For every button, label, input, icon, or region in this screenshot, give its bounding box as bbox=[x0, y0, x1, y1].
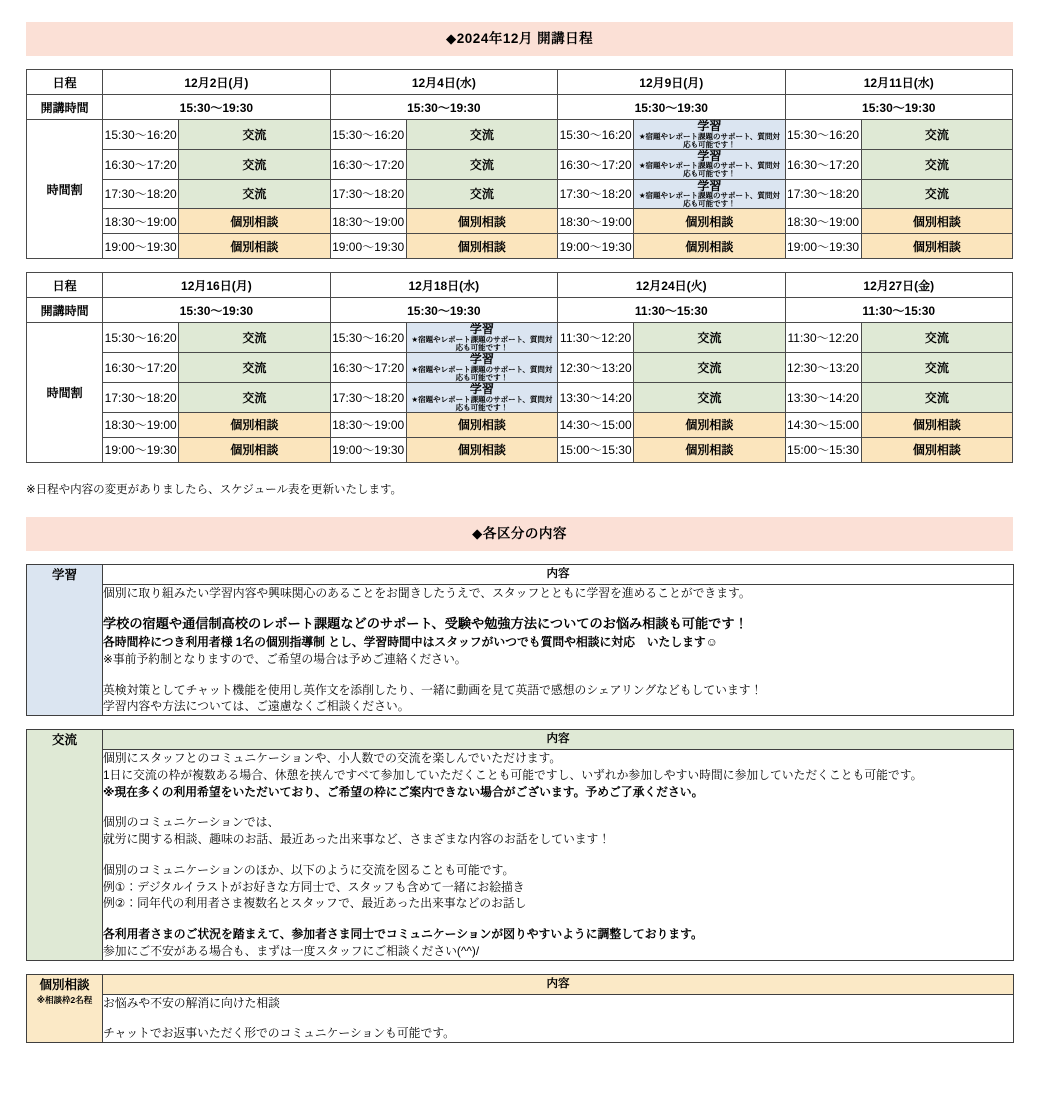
open-time-header-row bbox=[27, 298, 1013, 323]
slot-activity-cell: 個別相談 bbox=[179, 209, 330, 234]
day-open-time-cell: 15:30〜19:30 bbox=[330, 95, 557, 120]
slot-time-cell: 17:30〜18:20 bbox=[558, 179, 634, 209]
gakushu-subtext: ★宿題やレポート課題のサポート、質問対応も可能です！ bbox=[411, 334, 553, 353]
content-line: 1日に交流の枠が複数ある場合、休憩を挟んですべて参加していただくことも可能ですし、いずれか参加しやすい時間に参加していただくことも可能です。 bbox=[103, 767, 923, 782]
gakushu-title: 学習 bbox=[697, 178, 722, 193]
day-date-cell: 12月9日(月) bbox=[558, 70, 785, 95]
section-body-row bbox=[27, 994, 1014, 1043]
content-line: 個別に取り組みたい学習内容や興味関心のあることをお聞きしたうえで、スタッフとともに学習を進めることができます。 bbox=[103, 585, 751, 600]
content-line: お悩みや不安の解消に向けた相談 bbox=[103, 995, 280, 1010]
timetable-row bbox=[27, 149, 1013, 179]
day-open-time-cell: 11:30〜15:30 bbox=[558, 298, 785, 323]
section-header-row bbox=[27, 730, 1014, 750]
slot-time-cell: 19:00〜19:30 bbox=[558, 234, 634, 259]
timetable-row bbox=[27, 323, 1013, 353]
timetable-row bbox=[27, 353, 1013, 383]
slot-activity-cell: 交流 bbox=[634, 323, 785, 353]
timetable-row bbox=[27, 437, 1013, 462]
section-content-body bbox=[103, 584, 1014, 715]
section-table-kouryu bbox=[26, 729, 1014, 961]
slot-time-cell: 19:00〜19:30 bbox=[330, 437, 406, 462]
slot-time-cell: 19:00〜19:30 bbox=[103, 437, 179, 462]
slot-time-cell: 16:30〜17:20 bbox=[558, 149, 634, 179]
day-date-cell: 12月4日(水) bbox=[330, 70, 557, 95]
slot-time-cell: 15:00〜15:30 bbox=[785, 437, 861, 462]
slot-activity-cell: 交流 bbox=[179, 382, 330, 412]
section-category-label bbox=[27, 730, 103, 961]
section-content-body bbox=[103, 994, 1014, 1043]
slot-time-cell: 13:30〜14:20 bbox=[558, 382, 634, 412]
timetable-row bbox=[27, 412, 1013, 437]
schedule-table bbox=[26, 272, 1013, 462]
section-header-row bbox=[27, 974, 1014, 994]
schedule-note: ※日程や内容の変更がありましたら、スケジュール表を更新いたします。 bbox=[26, 483, 403, 496]
section-category-label bbox=[27, 974, 103, 1043]
section-content-header: 内容 bbox=[103, 564, 1014, 584]
slot-activity-cell: 個別相談 bbox=[861, 412, 1012, 437]
timetable-row-label: 時間割 bbox=[27, 323, 103, 462]
content-line-spacer bbox=[103, 912, 1013, 926]
slot-time-cell: 15:30〜16:20 bbox=[103, 120, 179, 150]
section-header-row bbox=[27, 564, 1014, 584]
slot-activity-cell: 個別相談 bbox=[406, 209, 557, 234]
content-line-spacer bbox=[103, 800, 1013, 814]
content-line: 学習内容や方法については、ご遠慮なくご相談ください。 bbox=[103, 699, 410, 714]
slot-activity-cell: 交流 bbox=[861, 353, 1012, 383]
slot-activity-cell: 個別相談 bbox=[634, 437, 785, 462]
date-header-row bbox=[27, 273, 1013, 298]
day-open-time-cell: 15:30〜19:30 bbox=[558, 95, 785, 120]
slot-time-cell: 16:30〜17:20 bbox=[330, 353, 406, 383]
schedule-table bbox=[26, 69, 1013, 259]
slot-time-cell: 15:30〜16:20 bbox=[103, 323, 179, 353]
gakushu-title: 学習 bbox=[697, 148, 722, 163]
slot-activity-cell: 交流 bbox=[179, 120, 330, 150]
slot-activity-cell: 個別相談 bbox=[406, 412, 557, 437]
day-open-time-cell: 15:30〜19:30 bbox=[330, 298, 557, 323]
section-content-header: 内容 bbox=[103, 974, 1014, 994]
slot-activity-cell bbox=[406, 382, 557, 412]
slot-time-cell: 17:30〜18:20 bbox=[785, 179, 861, 209]
content-line: 各利用者さまのご状況を踏まえて、参加者さま同士でコミュニケーションが図りやすいように調整しております。 bbox=[103, 927, 703, 942]
slot-activity-cell: 個別相談 bbox=[179, 234, 330, 259]
day-open-time-cell: 15:30〜19:30 bbox=[103, 298, 330, 323]
slot-time-cell: 15:30〜16:20 bbox=[558, 120, 634, 150]
slot-time-cell: 18:30〜19:00 bbox=[558, 209, 634, 234]
slot-activity-cell: 個別相談 bbox=[179, 412, 330, 437]
slot-activity-cell: 交流 bbox=[861, 382, 1012, 412]
slot-time-cell: 16:30〜17:20 bbox=[103, 149, 179, 179]
gakushu-subtext: ★宿題やレポート課題のサポート、質問対応も可能です！ bbox=[638, 131, 780, 149]
slot-time-cell: 13:30〜14:20 bbox=[785, 382, 861, 412]
content-line: ※現在多くの利用希望をいただいており、ご希望の枠にご案内できない場合がございます。予めご了承ください。 bbox=[103, 784, 704, 799]
content-line: 英検対策としてチャット機能を使用し英作文を添削したり、一緒に動画を見て英語で感想のシェアリングなどもしています！ bbox=[103, 682, 763, 697]
content-line: 学校の宿題や通信制高校のレポート課題などのサポート、受験や勉強方法についてのお悩み相談も可能です！ bbox=[103, 616, 748, 632]
section-table-kobetsu bbox=[26, 974, 1014, 1044]
slot-activity-cell: 個別相談 bbox=[634, 209, 785, 234]
slot-activity-cell: 交流 bbox=[179, 323, 330, 353]
slot-activity-cell: 交流 bbox=[634, 382, 785, 412]
day-date-cell: 12月24日(火) bbox=[558, 273, 785, 298]
day-date-cell: 12月16日(月) bbox=[103, 273, 330, 298]
section-body-row bbox=[27, 750, 1014, 961]
day-open-time-cell: 11:30〜15:30 bbox=[785, 298, 1013, 323]
gakushu-title: 学習 bbox=[697, 119, 722, 133]
sections-title-banner: ◆各区分の内容 bbox=[26, 517, 1013, 551]
slot-activity-cell bbox=[406, 323, 557, 353]
gakushu-subtext: ★宿題やレポート課題のサポート、質問対応も可能です！ bbox=[411, 394, 553, 412]
date-row-label: 日程 bbox=[27, 273, 103, 298]
gakushu-title: 学習 bbox=[469, 381, 494, 396]
timetable-row bbox=[27, 209, 1013, 234]
slot-activity-cell: 個別相談 bbox=[179, 437, 330, 462]
content-line-spacer bbox=[103, 668, 1013, 682]
content-line-spacer bbox=[103, 601, 1013, 615]
open-time-row-label: 開講時間 bbox=[27, 95, 103, 120]
slot-time-cell: 18:30〜19:00 bbox=[103, 209, 179, 234]
slot-activity-cell bbox=[406, 353, 557, 383]
schedule-tables-container bbox=[26, 69, 1013, 463]
slot-time-cell: 19:00〜19:30 bbox=[785, 234, 861, 259]
timetable-row bbox=[27, 179, 1013, 209]
slot-activity-cell: 個別相談 bbox=[634, 234, 785, 259]
slot-activity-cell: 交流 bbox=[406, 179, 557, 209]
slot-time-cell: 18:30〜19:00 bbox=[103, 412, 179, 437]
slot-activity-cell: 個別相談 bbox=[861, 234, 1012, 259]
open-time-header-row bbox=[27, 95, 1013, 120]
date-header-row bbox=[27, 70, 1013, 95]
slot-activity-cell: 交流 bbox=[634, 353, 785, 383]
content-line-spacer bbox=[103, 848, 1013, 862]
section-content-body bbox=[103, 750, 1014, 961]
slot-time-cell: 19:00〜19:30 bbox=[330, 234, 406, 259]
timetable-row bbox=[27, 382, 1013, 412]
slot-time-cell: 16:30〜17:20 bbox=[330, 149, 406, 179]
date-row-label: 日程 bbox=[27, 70, 103, 95]
slot-time-cell: 17:30〜18:20 bbox=[103, 179, 179, 209]
slot-activity-cell: 個別相談 bbox=[406, 437, 557, 462]
content-line: チャットでお返事いただく形でのコミュニケーションも可能です。 bbox=[103, 1026, 455, 1041]
slot-activity-cell bbox=[634, 149, 785, 179]
slot-time-cell: 15:30〜16:20 bbox=[330, 120, 406, 150]
content-line: ※事前予約制となりますので、ご希望の場合は予めご連絡ください。 bbox=[103, 651, 467, 666]
slot-activity-cell: 交流 bbox=[179, 353, 330, 383]
timetable-row bbox=[27, 234, 1013, 259]
slot-activity-cell: 個別相談 bbox=[406, 234, 557, 259]
slot-time-cell: 19:00〜19:30 bbox=[103, 234, 179, 259]
day-date-cell: 12月11日(水) bbox=[785, 70, 1013, 95]
slot-time-cell: 15:00〜15:30 bbox=[558, 437, 634, 462]
page-root bbox=[0, 22, 1039, 1043]
gakushu-title: 学習 bbox=[469, 322, 494, 337]
section-table-gakushu bbox=[26, 564, 1014, 716]
slot-time-cell: 16:30〜17:20 bbox=[103, 353, 179, 383]
slot-time-cell: 16:30〜17:20 bbox=[785, 149, 861, 179]
content-line: 就労に関する相談、趣味のお話、最近あった出来事など、さまざまな内容のお話をしています！ bbox=[103, 832, 611, 847]
slot-activity-cell bbox=[634, 120, 785, 150]
day-open-time-cell: 15:30〜19:30 bbox=[103, 95, 330, 120]
slot-activity-cell: 個別相談 bbox=[861, 209, 1012, 234]
gakushu-subtext: ★宿題やレポート課題のサポート、質問対応も可能です！ bbox=[411, 364, 553, 382]
slot-activity-cell: 交流 bbox=[406, 149, 557, 179]
slot-activity-cell: 交流 bbox=[861, 120, 1012, 150]
day-date-cell: 12月27日(金) bbox=[785, 273, 1013, 298]
slot-activity-cell: 交流 bbox=[179, 149, 330, 179]
content-line: 個別のコミュニケーションでは、 bbox=[103, 815, 280, 830]
slot-time-cell: 14:30〜15:00 bbox=[785, 412, 861, 437]
slot-time-cell: 12:30〜13:20 bbox=[558, 353, 634, 383]
slot-time-cell: 11:30〜12:20 bbox=[558, 323, 634, 353]
slot-time-cell: 17:30〜18:20 bbox=[330, 382, 406, 412]
section-category-label bbox=[27, 564, 103, 715]
content-line: 例②：同年代の利用者さま複数名とスタッフで、最近あった出来事などのお話し bbox=[103, 896, 527, 911]
timetable-row bbox=[27, 120, 1013, 150]
slot-activity-cell: 個別相談 bbox=[634, 412, 785, 437]
slot-activity-cell: 交流 bbox=[861, 179, 1012, 209]
content-line: 参加にご不安がある場合も、まずは一度スタッフにご相談ください(^^)/ bbox=[103, 943, 480, 958]
slot-time-cell: 18:30〜19:00 bbox=[330, 209, 406, 234]
day-open-time-cell: 15:30〜19:30 bbox=[785, 95, 1013, 120]
slot-time-cell: 18:30〜19:00 bbox=[785, 209, 861, 234]
slot-time-cell: 11:30〜12:20 bbox=[785, 323, 861, 353]
gakushu-subtext: ★宿題やレポート課題のサポート、質問対応も可能です！ bbox=[638, 161, 780, 179]
gakushu-subtext: ★宿題やレポート課題のサポート、質問対応も可能です！ bbox=[638, 191, 780, 209]
section-category-label-text: 個別相談 bbox=[39, 977, 90, 992]
slot-activity-cell: 交流 bbox=[406, 120, 557, 150]
section-category-sublabel: ※相談枠2名程 bbox=[36, 994, 93, 1005]
slot-time-cell: 15:30〜16:20 bbox=[330, 323, 406, 353]
slot-time-cell: 15:30〜16:20 bbox=[785, 120, 861, 150]
slot-activity-cell bbox=[634, 179, 785, 209]
slot-time-cell: 12:30〜13:20 bbox=[785, 353, 861, 383]
content-line: 各時間枠につき利用者様 1名の個別指導制 とし、学習時間中はスタッフがいつでも質問や相談に対応 いたします☺ bbox=[103, 635, 718, 650]
sections-container bbox=[26, 564, 1013, 1043]
slot-activity-cell: 交流 bbox=[861, 149, 1012, 179]
open-time-row-label: 開講時間 bbox=[27, 298, 103, 323]
content-line-spacer bbox=[103, 1011, 1013, 1025]
section-category-label-text: 学習 bbox=[51, 567, 77, 582]
day-date-cell: 12月18日(水) bbox=[330, 273, 557, 298]
schedule-title-banner: ◆2024年12月 開講日程 bbox=[26, 22, 1013, 56]
slot-time-cell: 17:30〜18:20 bbox=[330, 179, 406, 209]
slot-activity-cell: 交流 bbox=[179, 179, 330, 209]
timetable-row-label: 時間割 bbox=[27, 120, 103, 259]
slot-time-cell: 14:30〜15:00 bbox=[558, 412, 634, 437]
gakushu-title: 学習 bbox=[469, 352, 494, 367]
content-line: 個別にスタッフとのコミュニケーションや、小人数での交流を楽しんでいただけます。 bbox=[103, 751, 562, 766]
section-body-row bbox=[27, 584, 1014, 715]
slot-time-cell: 17:30〜18:20 bbox=[103, 382, 179, 412]
slot-activity-cell: 個別相談 bbox=[861, 437, 1012, 462]
content-line: 個別のコミュニケーションのほか、以下のように交流を図ることも可能です。 bbox=[103, 862, 515, 877]
content-line: 例①：デジタルイラストがお好きな方同士で、スタッフも含めて一緒にお絵描き bbox=[103, 879, 525, 894]
section-category-label-text: 交流 bbox=[51, 733, 77, 748]
slot-activity-cell: 交流 bbox=[861, 323, 1012, 353]
section-content-header: 内容 bbox=[103, 730, 1014, 750]
day-date-cell: 12月2日(月) bbox=[103, 70, 330, 95]
slot-time-cell: 18:30〜19:00 bbox=[330, 412, 406, 437]
